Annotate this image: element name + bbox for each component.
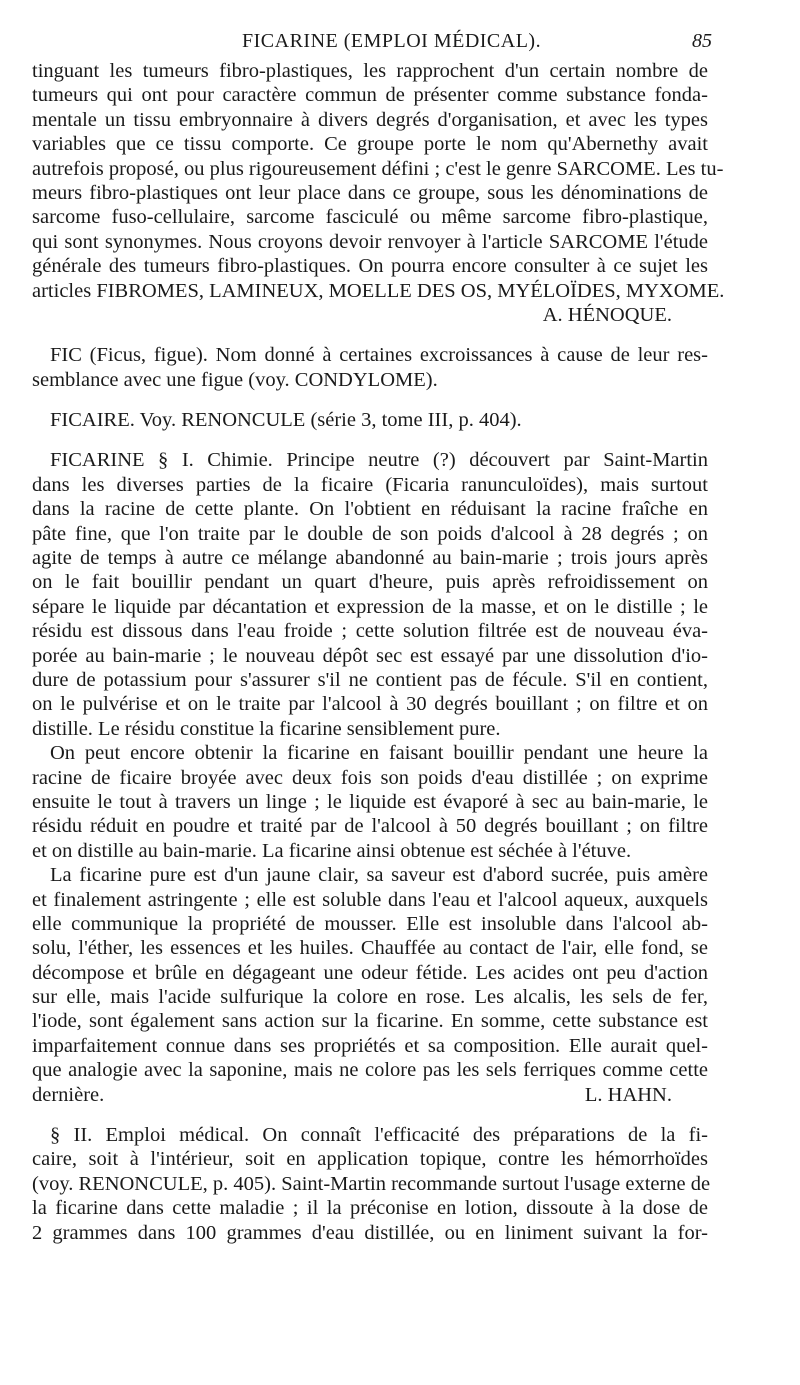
text-line: on le fait bouillir pendant un quart d'heure, puis après refroidissement on bbox=[32, 571, 708, 594]
text-line: dans la racine de cette plante. On l'obtient en réduisant la racine fraîche en bbox=[32, 498, 708, 521]
text-line: et on distille au bain-marie. La ficarine ainsi obtenue est séchée à l'étuve. bbox=[32, 839, 632, 862]
text-line: tumeurs qui ont pour caractère commun de présenter comme substance fonda- bbox=[32, 84, 708, 107]
text-line: elle communique la propriété de mousser. Elle est insoluble dans l'alcool ab- bbox=[32, 912, 708, 935]
text-line: On peut encore obtenir la ficarine en faisant bouillir pendant une heure la bbox=[50, 742, 708, 765]
text-line: FICARINE § I. Chimie. Principe neutre (?) découvert par Saint-Martin bbox=[50, 449, 708, 472]
text-line: sépare le liquide par décantation et expression de la masse, et on le distille ; le bbox=[32, 595, 708, 618]
paragraph-ficarine-3 bbox=[32, 863, 708, 1107]
text-line: meurs fibro-plastiques ont leur place dans ce groupe, sous les dénominations de bbox=[32, 181, 708, 204]
text-line: tinguant les tumeurs fibro-plastiques, les rapprochent d'un certain nombre de bbox=[32, 60, 708, 82]
text-line-with-signature bbox=[32, 1083, 708, 1107]
text-line: et finalement astringente ; elle est soluble dans l'eau et l'alcool aqueux, auxquels bbox=[32, 888, 708, 911]
text-line: (voy. RENONCULE, p. 405). Saint-Martin recommande surtout l'usage externe de bbox=[32, 1172, 711, 1195]
text-line: décompose et brûle en dégageant une odeur fétide. Les acides ont peu d'action bbox=[32, 961, 708, 984]
text-line: qui sont synonymes. Nous croyons devoir renvoyer à l'article SARCOME l'étude bbox=[32, 230, 708, 253]
text-line: 2 grammes dans 100 grammes d'eau distillée, ou en liniment suivant la for- bbox=[32, 1221, 708, 1244]
text-line: FICAIRE. Voy. RENONCULE (série 3, tome III, p. 404). bbox=[50, 409, 522, 432]
page bbox=[32, 30, 725, 1245]
text-line: résidu est dissous dans l'eau froide ; cette solution filtrée est de nouveau éva- bbox=[32, 620, 708, 643]
text-line: caire, soit à l'intérieur, soit en application topique, contre les hémorrhoïdes bbox=[32, 1148, 708, 1171]
text-line: imparfaitement connue dans ses propriétés et sa composition. Elle aurait quel- bbox=[32, 1034, 708, 1057]
entry-fic bbox=[32, 343, 708, 392]
text-line: distille. Le résidu constitue la ficarine sensiblement pure. bbox=[32, 717, 501, 740]
text-line: autrefois proposé, ou plus rigoureusement défini ; c'est le genre SARCOME. Les tu- bbox=[32, 157, 724, 180]
text-line: générale des tumeurs fibro-plastiques. On pourra encore consulter à ce sujet les bbox=[32, 255, 708, 278]
author-signature: A. HÉNOQUE. bbox=[542, 303, 672, 326]
text-line: dernière. bbox=[32, 1083, 105, 1106]
text-line: articles FIBROMES, LAMINEUX, MOELLE DES OS, MYÉLOÏDES, MYXOME. bbox=[32, 279, 725, 302]
text-line: solu, l'éther, les essences et les huiles. Chauffée au contact de l'air, elle fond, se bbox=[32, 937, 708, 960]
text-line: dans les diverses parties de la ficaire (Ficaria ranunculoïdes), mais surtout bbox=[32, 473, 708, 496]
text-line: agite de temps à autre ce mélange abandonné au bain-marie ; trois jours après bbox=[32, 547, 708, 570]
text-line: sarcome fuso-cellulaire, sarcome fasciculé ou même sarcome fibro-plastique, bbox=[32, 206, 708, 229]
text-line: pâte fine, que l'on traite par le double de son poids d'alcool à 28 degrés ; on bbox=[32, 522, 708, 545]
running-header bbox=[32, 30, 712, 56]
text-line: on le pulvérise et on le traite par l'alcool à 30 degrés bouillant ; on filtre et on bbox=[32, 693, 708, 716]
text-line: La ficarine pure est d'un jaune clair, sa saveur est d'abord sucrée, puis amère bbox=[50, 864, 708, 887]
text-line: mentale un tissu embryonnaire à divers degrés d'organisation, et avec les types bbox=[32, 108, 708, 131]
entry-ficarine-chimie bbox=[32, 448, 708, 741]
text-line: variables que ce tissu comporte. Ce groupe porte le nom qu'Abernethy avait bbox=[32, 133, 708, 156]
text-line: ensuite le tout à travers un linge ; le liquide est évaporé à sec au bain-marie, le bbox=[32, 790, 708, 813]
text-line: l'iode, sont également sans action sur la ficarine. En somme, cette substance est bbox=[32, 1010, 708, 1033]
text-line: porée au bain-marie ; le nouveau dépôt sec est essayé par une dissolution d'io- bbox=[32, 644, 708, 667]
text-line: sur elle, mais l'acide sulfurique la colore en rose. Les alcalis, les sels de fer, bbox=[32, 986, 708, 1009]
text-line: dure de potassium pour s'assurer s'il ne contient pas de fécule. S'il en contient, bbox=[32, 668, 708, 691]
author-signature: L. HAHN. bbox=[584, 1083, 672, 1106]
text-line: semblance avec une figue (voy. CONDYLOME). bbox=[32, 368, 438, 391]
paragraph-fibro-plastique bbox=[32, 59, 725, 327]
entry-ficaire bbox=[32, 408, 708, 432]
text-line: la ficarine dans cette maladie ; il la préconise en lotion, dissoute à la dose de bbox=[32, 1197, 708, 1220]
text-line: racine de ficaire broyée avec deux fois son poids d'eau distillée ; on exprime bbox=[32, 766, 708, 789]
text-line: que analogie avec la saponine, mais ne colore pas les sels ferriques comme cette bbox=[32, 1059, 708, 1082]
text-line: résidu réduit en poudre et traité par de l'alcool à 50 degrés bouillant ; on filtre bbox=[32, 815, 708, 838]
entry-emploi-medical bbox=[32, 1123, 711, 1245]
running-title: FICARINE (EMPLOI MÉDICAL). bbox=[242, 30, 542, 52]
text-line: FIC (Ficus, figue). Nom donné à certaines excroissances à cause de leur res- bbox=[50, 344, 708, 367]
paragraph-ficarine-2 bbox=[32, 741, 708, 863]
text-line: § II. Emploi médical. On connaît l'efficacité des préparations de la fi- bbox=[50, 1124, 708, 1147]
page-number: 85 bbox=[692, 30, 712, 52]
